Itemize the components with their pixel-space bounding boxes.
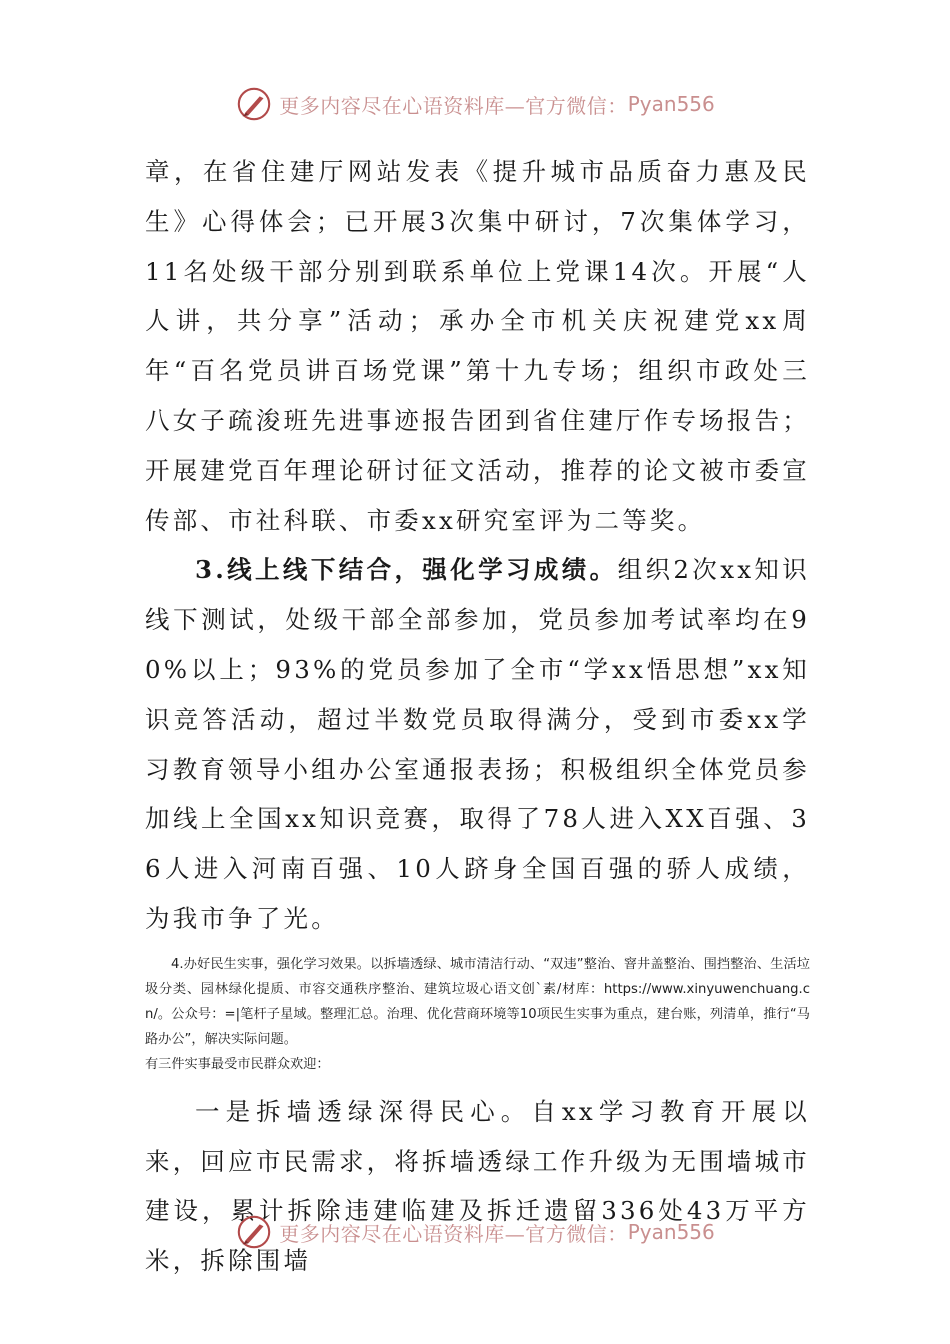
watermark-footer bbox=[0, 1210, 950, 1254]
paragraph-small-note bbox=[145, 952, 810, 1077]
paragraph-2 bbox=[145, 545, 810, 943]
watermark-wechat-id: Pyan556 bbox=[627, 1220, 715, 1244]
small-note-text: 4.办好民生实事，强化学习效果。以拆墙透绿、城市清洁行动、“双违”整治、窨井盖整治、围挡整治、生活垃圾分类、园林绿化提质、市容交通秩序整治、建筑垃圾心语文创`素/材库：https://www.xinyuwenchuang.cn/。公众号：=|笔杆子星域。整理汇总。治理、优化营商环境等10项民生实事为重点，建台账，列清单，推行“马路办公”，解决实际问题。 bbox=[145, 956, 810, 1047]
document-body bbox=[145, 147, 810, 1286]
pen-logo-icon bbox=[235, 85, 273, 123]
watermark-wechat-id: Pyan556 bbox=[627, 92, 715, 116]
paragraph-3: 一是拆墙透绿深得民心。自xx学习教育开展以来，回应市民需求，将拆墙透绿工作升级为无围墙城市建设，累计拆除违建临建及拆迁遗留336处43万平方米，拆除围墙 bbox=[145, 1096, 810, 1276]
small-note-tail: 有三件实事最受市民群众欢迎： bbox=[145, 1056, 330, 1072]
paragraph-2-heading: 3.线上线下结合，强化学习成绩。 bbox=[195, 555, 618, 585]
pen-logo-icon bbox=[235, 1213, 273, 1251]
paragraph-1: 章，在省住建厅网站发表《提升城市品质奋力惠及民生》心得体会；已开展3次集中研讨，7次集体学习，11名处级干部分别到联系单位上党课14次。开展“人人讲，共分享”活动；承办全市机关庆祝建党xx周年“百名党员讲百场党课”第十九专场；组织市政处三八女子疏浚班先进事迹报告团到省住建厅作专场报告；开展建党百年理论研讨征文活动，推荐的论文被市委宣传部、市社科联、市委xx研究室评为二等奖。 bbox=[145, 157, 810, 535]
watermark-header bbox=[0, 82, 950, 126]
watermark-text: 更多内容尽在心语资料库—官方微信： bbox=[279, 1221, 628, 1246]
paragraph-2-text: 组织2次xx知识线下测试，处级干部全部参加，党员参加考试率均在90%以上；93%的党员参加了全市“学xx悟思想”xx知识竞答活动，超过半数党员取得满分，受到市委xx学习教育领导小组办公室通报表扬；积极组织全体党员参加线上全国xx知识竞赛，取得了78人进入XX百强、36人进入河南百强、10人跻身全国百强的骄人成绩，为我市争了光。 bbox=[145, 555, 810, 933]
watermark-text: 更多内容尽在心语资料库—官方微信： bbox=[279, 93, 628, 118]
